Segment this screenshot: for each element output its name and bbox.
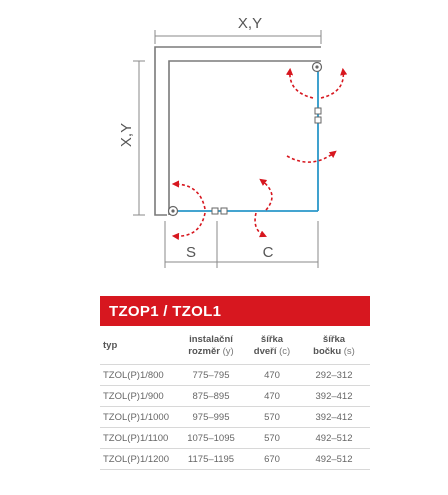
dim-s-label: S [185,244,197,261]
cell-side: 492–512 [298,449,370,470]
arrow-top-right-icon [321,70,343,98]
cell-door: 670 [246,449,298,470]
cell-typ: TZOL(P)1/800 [100,365,176,386]
table-row [100,449,370,470]
cell-install: 1175–1195 [176,449,246,470]
table-row [100,386,370,407]
cell-door: 570 [246,407,298,428]
table-row [100,428,370,449]
cell-door: 470 [246,365,298,386]
cell-install: 975–995 [176,407,246,428]
hinge-top [313,63,322,72]
cell-typ: TZOL(P)1/1000 [100,407,176,428]
dim-c-label: C [262,244,274,261]
header-side: šířka bočku (s) [313,334,355,357]
cell-side: 292–312 [298,365,370,386]
glass-panels [174,67,318,211]
cell-typ: TZOL(P)1/1100 [100,428,176,449]
header-typ: typ [103,340,118,351]
arrow-bottom-left-down-icon [174,213,205,236]
arrow-top-left-icon [290,70,313,98]
cell-typ: TZOL(P)1/900 [100,386,176,407]
cell-side: 492–512 [298,428,370,449]
hinge-left [169,207,178,216]
header-install: instalační rozměr (y) [188,334,234,357]
cell-install: 775–795 [176,365,246,386]
arrow-right-icon [287,152,335,162]
arrow-bottom-up-icon [261,180,272,210]
cell-side: 392–412 [298,407,370,428]
cell-door: 570 [246,428,298,449]
cell-door: 470 [246,386,298,407]
cell-install: 875–895 [176,386,246,407]
cell-install: 1075–1095 [176,428,246,449]
arrow-bottom-left-up-icon [174,184,205,209]
arrow-bottom-down-icon [255,213,265,236]
table-title: TZOP1 / TZOL1 [109,303,222,320]
header-door: šířka dveří (c) [253,334,291,357]
table-row [100,407,370,428]
cell-side: 392–412 [298,386,370,407]
wall-frame [155,47,321,215]
dim-top-label: X,Y [237,15,263,32]
table-header-row [100,330,370,365]
spec-table [100,330,370,470]
cell-typ: TZOL(P)1/1200 [100,449,176,470]
dim-left-label: X,Y [118,122,135,148]
table-row [100,365,370,386]
dimension-top [155,30,321,44]
